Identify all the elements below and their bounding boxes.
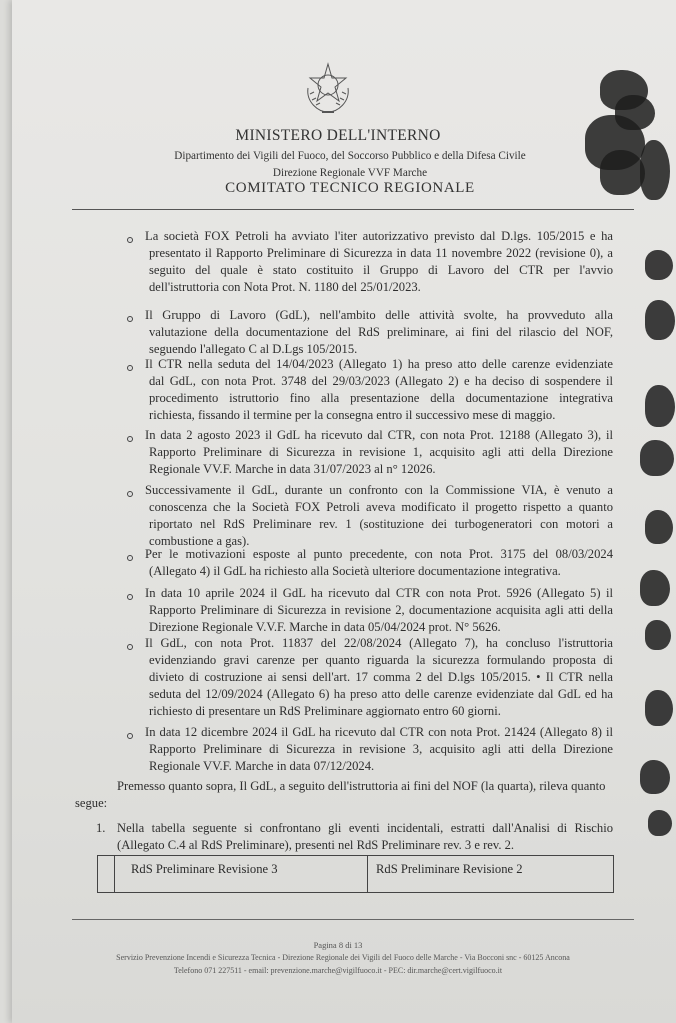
stain-mark: [645, 620, 671, 650]
list-item-line: Rapporto Preliminare di Sicurezza in revisione 1, acquisito agli atti della Direzione: [149, 445, 613, 459]
header-divider: [72, 209, 634, 210]
stain-mark: [640, 140, 670, 200]
bullet-icon: [127, 594, 133, 600]
list-item-line: Regionale VV.F. Marche in data 31/07/2023 al n° 12026.: [149, 462, 436, 476]
comparison-table: [97, 855, 614, 893]
footer-divider: [72, 919, 634, 920]
bullet-icon: [127, 555, 133, 561]
list-item-line: combustione a gas).: [149, 534, 250, 548]
list-item-line: presentato il Rapporto Preliminare di Sicurezza in data 11 novembre 2022 (revisione 0), a: [149, 246, 613, 260]
list-item-line: Il GdL, con nota Prot. 11837 del 22/08/2024 (Allegato 7), ha concluso l'istruttoria: [145, 636, 613, 650]
list-item-line: richiesto di presentare un RdS Preliminare aggiornato entro 60 giorni.: [149, 704, 501, 718]
table-empty-cell: [98, 856, 115, 892]
footer-address: Servizio Prevenzione Incendi e Sicurezza Tecnica - Direzione Regionale dei Vigili del Fuoco delle Marche - Via Bocconi snc - 60125 Ancona: [116, 953, 570, 962]
list-item-line: seguendo l'allegato C al D.Lgs 105/2015.: [149, 342, 358, 356]
list-item-line: In data 2 agosto 2023 il GdL ha ricevuto dal CTR, con nota Prot. 12188 (Allegato 3), il: [145, 428, 613, 442]
list-item-line: (Allegato 4) il GdL ha richiesto alla Società ulteriore documentazione integrativa.: [149, 564, 561, 578]
bullet-icon: [127, 365, 133, 371]
stain-mark: [615, 95, 655, 130]
list-item-line: valutazione della documentazione del RdS preliminare, ai fini del rilascio del NOF,: [149, 325, 613, 339]
premessa-line-1: Premesso quanto sopra, Il GdL, a seguito dell'istruttoria ai fini del NOF (la quarta), rileva quanto: [117, 779, 606, 793]
table-header-rev2: RdS Preliminare Revisione 2: [376, 862, 523, 876]
list-item-line: conoscenza che la Società FOX Petroli aveva modificato il progetto rispetto a quanto: [149, 500, 613, 514]
stain-mark: [640, 570, 670, 606]
stain-mark: [645, 300, 675, 340]
point-number: 1.: [96, 821, 106, 835]
list-item-line: riportato nel RdS Preliminare rev. 1 (sostituzione dei turbogeneratori con motori a: [149, 517, 613, 531]
table-header-rev3: RdS Preliminare Revisione 3: [131, 862, 278, 876]
list-item-line: Il CTR nella seduta del 14/04/2023 (Allegato 1) ha preso atto delle carenze evidenziate: [145, 357, 613, 371]
committee-title: COMITATO TECNICO REGIONALE: [225, 180, 475, 196]
list-item-line: divieto di costruzione ai sensi dell'art. 17 comma 2 del D.lgs 105/2015. • Il CTR nella: [149, 670, 613, 684]
footer-contacts: Telefono 071 227511 - email: prevenzione.marche@vigilfuoco.it - PEC: dir.marche@cert.vigilfuoco.it: [173, 966, 503, 975]
list-item-line: Rapporto Preliminare di Sicurezza in revisione 2, documentazione acquisita agli atti della: [149, 603, 613, 617]
list-item-line: evidenziando gravi carenze per quanto riguarda la sicurezza formulando proposta di: [149, 653, 613, 667]
bullet-icon: [127, 733, 133, 739]
list-item-line: dell'istruttoria con Nota Prot. N. 1180 del 25/01/2023.: [149, 280, 421, 294]
point-line-1: Nella tabella seguente si confrontano gli eventi incidentali, estratti dall'Analisi di Rischio: [117, 821, 613, 835]
list-item-line: procedimento istruttorio fino alla presentazione della documentazione integrativa: [149, 391, 613, 405]
stain-mark: [645, 510, 673, 544]
list-item-line: seguito del quale è stato costituito il Gruppo di Lavoro del CTR per l'avvio: [149, 263, 613, 277]
stain-mark: [640, 440, 674, 476]
premessa-line-2: segue:: [75, 796, 108, 810]
list-item-line: richiesta, fissando il termine per la consegna entro il successivo mese di maggio.: [149, 408, 556, 422]
page-number: Pagina 8 di 13: [313, 940, 363, 950]
bullet-icon: [127, 491, 133, 497]
stain-mark: [645, 690, 673, 726]
list-item-line: In data 10 aprile 2024 il GdL ha ricevuto dal CTR con nota Prot. 5926 (Allegato 5) il: [145, 586, 613, 600]
bullet-icon: [127, 436, 133, 442]
direzione-name: Direzione Regionale VVF Marche: [272, 167, 428, 179]
stain-mark: [645, 250, 673, 280]
list-item-line: Successivamente il GdL, durante un confronto con la Commissione VIA, è venuto a: [145, 483, 613, 497]
list-item-line: Regionale VV.F. Marche in data 07/12/2024.: [149, 759, 375, 773]
stain-mark: [640, 760, 670, 794]
bullet-icon: [127, 644, 133, 650]
list-item-line: dal GdL, con nota Prot. 3748 del 29/03/2023 (Allegato 2) e ha deciso di sospendere il: [149, 374, 613, 388]
stain-mark: [645, 385, 675, 427]
table-header-cell-rev3: [115, 856, 368, 892]
list-item-line: Per le motivazioni esposte al punto precedente, con nota Prot. 3175 del 08/03/2024: [145, 547, 613, 561]
list-item-line: Il Gruppo di Lavoro (GdL), nell'ambito delle attività svolte, ha provveduto alla: [145, 308, 613, 322]
stain-mark: [648, 810, 672, 836]
list-item-line: Direzione Regionale V.V.F. Marche in data 05/04/2024 prot. N° 5626.: [149, 620, 501, 634]
bullet-icon: [127, 237, 133, 243]
republic-emblem-icon: [300, 58, 356, 116]
stain-mark: [600, 150, 645, 195]
ministry-title: MINISTERO DELL'INTERNO: [235, 127, 441, 144]
list-item-line: Rapporto Preliminare di Sicurezza in revisione 3, acquisito agli atti della Direzione: [149, 742, 613, 756]
list-item-line: La società FOX Petroli ha avviato l'iter autorizzativo previsto dal D.lgs. 105/2015 e ha: [145, 229, 613, 243]
list-item-line: seduta del 12/09/2024 (Allegato 6) ha preso atto delle carenze evidenziate dal GdL ed ha: [149, 687, 613, 701]
list-item-line: In data 12 dicembre 2024 il GdL ha ricevuto dal CTR con nota Prot. 21424 (Allegato 8) il: [145, 725, 613, 739]
department-name: Dipartimento dei Vigili del Fuoco, del Soccorso Pubblico e della Difesa Civile: [174, 150, 526, 162]
bullet-icon: [127, 316, 133, 322]
point-line-2: (Allegato C.4 al RdS Preliminare), presenti nel RdS Preliminare rev. 3 e rev. 2.: [117, 838, 515, 852]
